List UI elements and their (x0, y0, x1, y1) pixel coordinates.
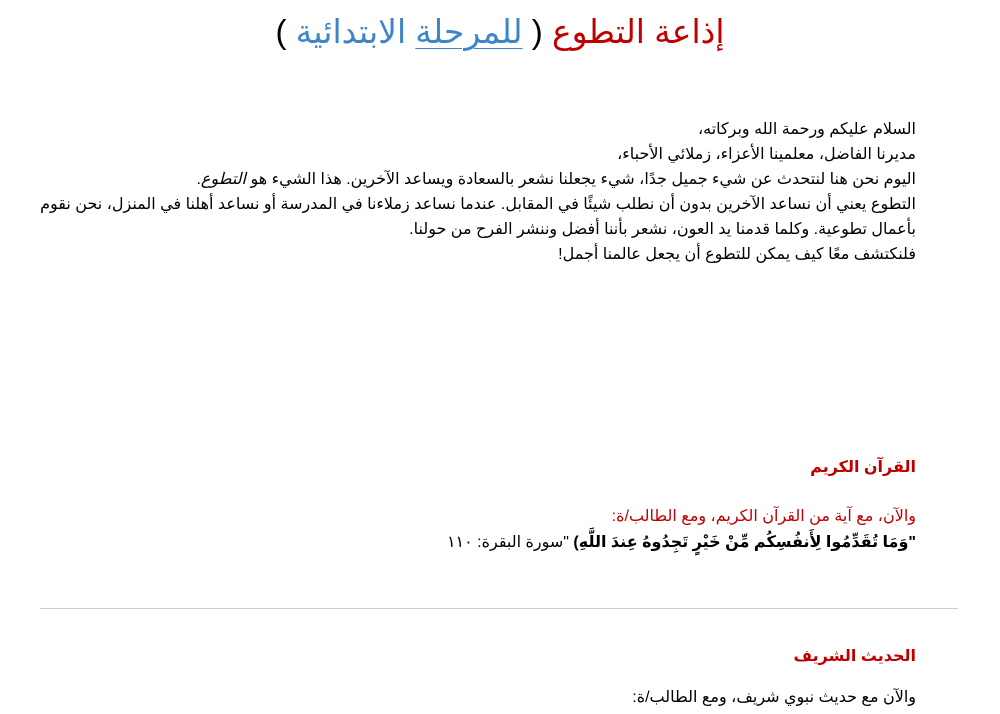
hadith-heading: الحديث الشريف (793, 648, 916, 665)
title-close-paren: ) (275, 13, 287, 50)
greeting-line: السلام عليكم ورحمة الله وبركاته، (697, 121, 916, 138)
intro-section (36, 117, 916, 267)
definition-paragraph: التطوع يعني أن نساعد الآخرين بدون أن نطلب شيئًا في المقابل. عندما نساعد زملاءنا في المدرسة أو نساعد أهلنا في المنزل، نحن نقوم بأعمال تطوعية. وكلما قدمنا يد العون، نشعر بأننا أفضل وننشر الفرح من حولنا. (40, 196, 916, 238)
verse-reference: "سورة البقرة: ١١٠ (446, 534, 574, 551)
title-open-paren: ( (531, 13, 543, 50)
title-link[interactable]: للمرحلة (415, 13, 523, 50)
title-rest: الابتدائية (295, 13, 407, 50)
verse-text: "وَمَا تُقَدِّمُوا لِأَنفُسِكُم مِّنْ خَيْرٍ تَجِدُوهُ عِندَ اللَّهِ) (573, 534, 916, 551)
title-main: إذاعة التطوع (551, 13, 725, 50)
page-title (0, 10, 1000, 54)
topic-end: . (196, 171, 201, 188)
closing-line: فلنكتشف معًا كيف يمكن للتطوع أن يجعل عالمنا أجمل! (558, 246, 916, 263)
topic-paragraph (36, 167, 916, 192)
quran-verse (36, 531, 916, 555)
addressees-line: مديرنا الفاضل، معلمينا الأعزاء، زملائي الأحباء، (617, 146, 916, 163)
hadith-lead: والآن مع حديث نبوي شريف، ومع الطالب/ة: (632, 689, 916, 706)
quran-heading: القرآن الكريم (810, 459, 916, 476)
topic-word: التطوع (200, 171, 246, 188)
topic-prefix: اليوم نحن هنا لنتحدث عن شيء جميل جدًا، شيء يجعلنا نشعر بالسعادة ويساعد الآخرين. هذا الشيء هو (250, 171, 916, 188)
quran-lead: والآن، مع آية من القرآن الكريم، ومع الطالب/ة: (611, 508, 916, 525)
section-divider (40, 608, 958, 609)
